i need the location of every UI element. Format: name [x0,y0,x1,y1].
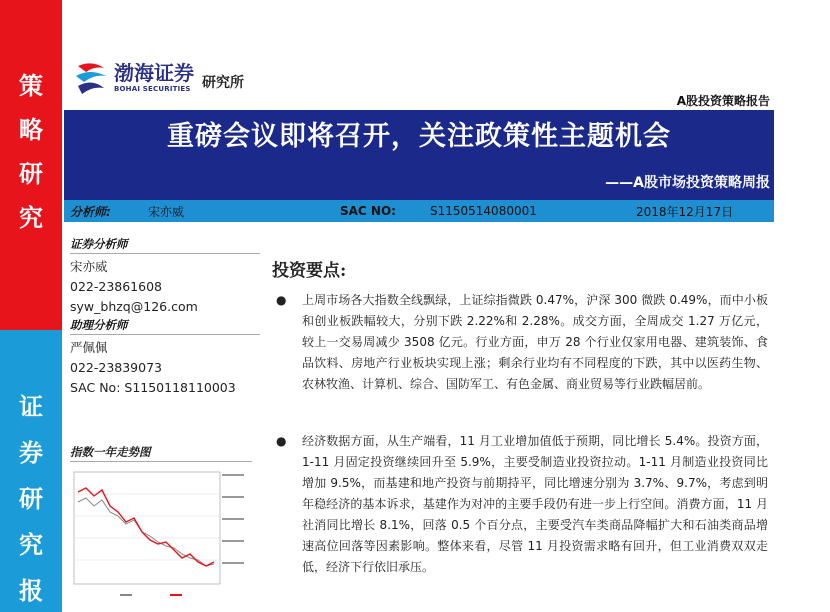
sidebar-char: 策 [19,72,43,100]
report-title: 重磅会议即将召开，关注政策性主题机会 [167,121,671,152]
bullet-icon: ● [276,293,287,307]
analyst-phone: 022-23861608 [70,279,162,294]
chart-plot [70,462,252,608]
sidebar-char: 略 [19,116,43,144]
bullet-icon: ● [276,434,287,448]
report-type: A股投资策略报告 [676,94,770,108]
key-point-item [276,290,768,395]
company-logo [74,58,244,98]
sidebar-char: 报 [19,577,43,605]
sidebar-top-label [0,74,62,230]
key-point-item [276,431,768,578]
sidebar-char: 证 [19,393,43,421]
sidebar-bottom-label [0,395,62,603]
report-date: 2018年12月17日 [636,204,734,219]
contacts-panel [70,236,260,398]
key-points-heading: 投资要点: [272,261,347,281]
assistant-phone: 022-23839073 [70,360,162,375]
key-point-text: 上周市场各大指数全线飘绿，上证综指微跌 0.47%，沪深 300 微跌 0.49%，而中小板和创业板跌幅较大，分别下跌 2.22%和 2.28%。成交方面，全周成交 1.27 万亿元，较上一交易周减少 3508 亿元。行业方面，申万 28 个行业仅家用电器、建筑装饰、食品饮料、房地产行业板块实现上涨；剩余行业均有不同程度的下跌，其中以医药生物、农林牧渔、计算机、综合、国防军工、有色金属、商业贸易等行业跌幅居前。 [302,293,768,391]
series-line-gray [78,498,214,566]
logo-chinese-name: 渤海证券 [114,61,194,85]
sidebar-char: 研 [19,485,43,513]
index-trend-chart [70,444,252,612]
department-label: 研究所 [202,75,244,91]
sidebar-char: 究 [19,531,43,559]
analyst-name: 宋亦威 [148,204,185,219]
logo-english-name: BOHAI SECURITIES [114,85,191,93]
sidebar-char: 券 [19,439,43,467]
analyst-heading: 证券分析师 [70,236,260,254]
assistant-heading: 助理分析师 [70,317,260,335]
chart-heading: 指数一年走势图 [70,444,252,462]
analyst-contact-name: 宋亦威 [70,259,108,274]
analyst-label: 分析师: [70,204,111,219]
series-line-red [78,488,214,566]
key-point-text: 经济数据方面，从生产端看，11 月工业增加值低于预期，同比增长 5.4%。投资方面，1-11 月固定投资继续回升至 5.9%，主要受制造业投资拉动。1-11 月制造业投资同比增加 9.5%，而基建和地产投资与前期持平，同比增速分别为 3.7%、9.7%，考虑到明年稳经济的基本诉求，基建作为对冲的主要手段仍有进一步上行空间。消费方面，11 月社消同比增长 8.1%，回落 0.5 个百分点，主要受汽车类商品降幅扩大和石油类商品增速高位回落等因素影响。整体来看，尽管 11 月投资需求略有回升，但工业消费双双走低，经济下行依旧承压。 [302,434,768,574]
sac-label: SAC NO: [340,204,396,218]
assistant-sac: SAC No: S1150118110003 [70,380,236,395]
analyst-email[interactable]: syw_bhzq@126.com [70,299,198,314]
assistant-name: 严佩佩 [70,340,108,355]
report-subtitle: ——A股市场投资策略周报 [605,175,770,191]
bohai-logo-icon [74,60,108,96]
analyst-info-bar [64,200,774,222]
sidebar-char: 究 [19,204,43,232]
sac-number: S1150514080001 [430,204,537,218]
sidebar-char: 研 [19,160,43,188]
